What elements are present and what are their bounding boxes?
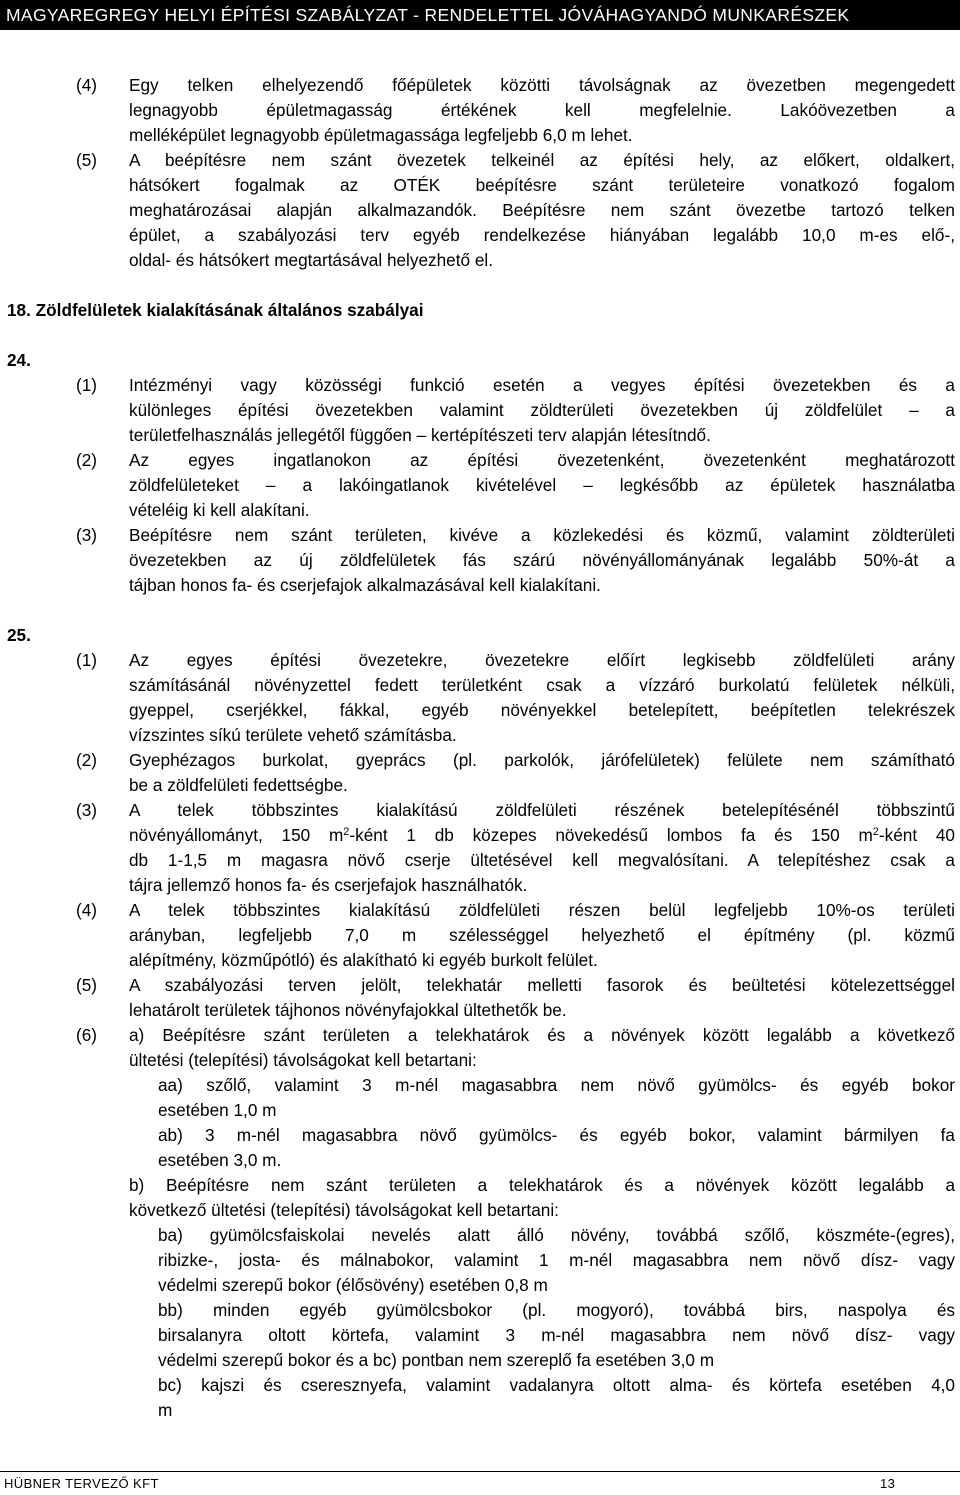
item-number: (3) xyxy=(76,800,98,820)
paragraph-line: vételéig ki kell alakítani. xyxy=(129,500,310,520)
paragraph-line: a) Beépítésre szánt területen a telekhatárok és a növények között legalább a következő xyxy=(129,1025,955,1045)
superscript: 2 xyxy=(872,826,879,838)
paragraph-line: arányban, legfeljebb 7,0 m szélességgel helyezhető el építmény (pl. közmű xyxy=(129,925,955,945)
footer-divider xyxy=(0,1471,960,1472)
paragraph-line-with-superscript xyxy=(129,823,955,848)
paragraph-line: A telek többszintes kialakítású zöldfelületi részen belül legfeljebb 10%-os területi xyxy=(129,900,955,920)
paragraph-line: tájra jellemző honos fa- és cserjefajok használhatók. xyxy=(129,875,528,895)
paragraph-line: meghatározásai alapján alkalmazandók. Beépítésre nem szánt övezetbe tartozó telken xyxy=(129,200,955,220)
page-number: 13 xyxy=(880,1476,896,1491)
paragraph-line: legnagyobb épületmagasság értékének kell megfelelnie. Lakóövezetben a xyxy=(129,100,955,120)
subitem-line: aa) szőlő, valamint 3 m-nél magasabbra nem növő gyümölcs- és egyéb bokor xyxy=(158,1075,955,1095)
paragraph-line: zöldfelületeket – a lakóingatlanok kivételével – legkésőbb az épületek használatba xyxy=(129,475,955,495)
paragraph-line: Egy telken elhelyezendő főépületek közötti távolságnak az övezetben megengedett xyxy=(129,75,955,95)
paragraph-label-24: 24. xyxy=(7,350,31,370)
paragraph-line: A telek többszintes kialakítású zöldfelületi részének betelepítésénél többszintű xyxy=(129,800,955,820)
item-number: (4) xyxy=(76,75,98,95)
paragraph-line: gyeppel, cserjékkel, fákkal, egyéb növényekkel betelepített, beépítetlen telekrészek xyxy=(129,700,955,720)
subitem-line: esetében 1,0 m xyxy=(158,1100,277,1120)
subitem-line: védelmi szerepű bokor és a bc) pontban nem szereplő fa esetében 3,0 m xyxy=(158,1350,715,1370)
paragraph-line: számításánál növényzettel fedett területként csak a vízzáró burkolatú felületek nélküli, xyxy=(129,675,955,695)
paragraph-line: következő ültetési (telepítési) távolságokat kell betartani: xyxy=(129,1200,559,1220)
paragraph-line: Az egyes ingatlanokon az építési övezetenként, övezetenként meghatározott xyxy=(129,450,955,470)
item-number: (5) xyxy=(76,975,98,995)
footer-company: HÜBNER TERVEZŐ KFT xyxy=(4,1476,159,1491)
paragraph-label-25: 25. xyxy=(7,625,31,645)
item-number: (2) xyxy=(76,750,98,770)
item-number: (1) xyxy=(76,650,98,670)
subitem-line: ab) 3 m-nél magasabbra növő gyümölcs- és egyéb bokor, valamint bármilyen fa xyxy=(158,1125,955,1145)
paragraph-line: melléképület legnagyobb épületmagassága legfeljebb 6,0 m lehet. xyxy=(129,125,633,145)
subitem-line: bb) minden egyéb gyümölcsbokor (pl. mogyoró), továbbá birs, naspolya és xyxy=(158,1300,955,1320)
item-number: (4) xyxy=(76,900,98,920)
paragraph-line: lehatárolt területek tájhonos növényfajokkal ültethetők be. xyxy=(129,1000,567,1020)
paragraph-line: A szabályozási terven jelölt, telekhatár melletti fasorok és beültetési kötelezettséggel xyxy=(129,975,955,995)
paragraph-line: területfelhasználás jellegétől függően – kertépítészeti terv alapján létesítndő. xyxy=(129,425,711,445)
paragraph-line: db 1-1,5 m magasra növő cserje ültetésével kell megvalósítani. A telepítéshez csak a xyxy=(129,850,955,870)
text-run: -ként 1 db közepes növekedésű lombos fa és 150 m xyxy=(349,825,873,845)
paragraph-line: alépítmény, közműpótló) és alakítható ki egyéb burkolt felület. xyxy=(129,950,598,970)
paragraph-line: különleges építési övezetekben valamint zöldterületi övezetekben új zöldfelület – a xyxy=(129,400,955,420)
paragraph-line: épület, a szabályozási terv egyéb rendelkezése hiányában legalább 10,0 m-es elő-, xyxy=(129,225,955,245)
item-number: (5) xyxy=(76,150,98,170)
paragraph-line: hátsókert fogalmak az OTÉK beépítésre szánt területeire vonatkozó fogalom xyxy=(129,175,955,195)
subitem-line: védelmi szerepű bokor (élősövény) esetében 0,8 m xyxy=(158,1275,548,1295)
paragraph-line: oldal- és hátsókert megtartásával helyezhető el. xyxy=(129,250,494,270)
paragraph-line: vízszintes síkú területe vehető számításba. xyxy=(129,725,457,745)
paragraph-line: övezetekben az új zöldfelületek fás szárú növényállományának legalább 50%-át a xyxy=(129,550,955,570)
item-number: (1) xyxy=(76,375,98,395)
subitem-line: birsalanyra oltott körtefa, valamint 3 m-nél magasabbra nem növő dísz- vagy xyxy=(158,1325,955,1345)
subitem-line: m xyxy=(158,1400,173,1420)
subitem-line: ribizke-, josta- és málnabokor, valamint 1 m-nél magasabbra nem növő dísz- vagy xyxy=(158,1250,955,1270)
subitem-line: esetében 3,0 m. xyxy=(158,1150,282,1170)
superscript: 2 xyxy=(343,826,350,838)
paragraph-line: b) Beépítésre nem szánt területen a telekhatárok és a növények között legalább a xyxy=(129,1175,955,1195)
subitem-line: ba) gyümölcsfaiskolai nevelés alatt álló növény, továbbá szőlő, köszméte-(egres), xyxy=(158,1225,955,1245)
paragraph-line: tájban honos fa- és cserjefajok alkalmazásával kell kialakítani. xyxy=(129,575,601,595)
paragraph-line: Az egyes építési övezetekre, övezetekre előírt legkisebb zöldfelületi arány xyxy=(129,650,955,670)
item-number: (3) xyxy=(76,525,98,545)
text-run: növényállományt, 150 m xyxy=(129,825,344,845)
paragraph-line: Beépítésre nem szánt területen, kivéve a közlekedési és közmű, valamint zöldterületi xyxy=(129,525,955,545)
paragraph-line: Gyephézagos burkolat, gyeprács (pl. parkolók, járófelületek) felülete nem számítható xyxy=(129,750,955,770)
paragraph-line: Intézményi vagy közösségi funkció esetén a vegyes építési övezetekben és a xyxy=(129,375,955,395)
paragraph-line: ültetési (telepítési) távolságokat kell betartani: xyxy=(129,1050,477,1070)
page-header: MAGYAREGREGY HELYI ÉPÍTÉSI SZABÁLYZAT - RENDELETTEL JÓVÁHAGYANDÓ MUNKARÉSZEK xyxy=(0,0,960,30)
paragraph-line: A beépítésre nem szánt övezetek telkeinél az építési hely, az előkert, oldalkert, xyxy=(129,150,955,170)
text-run: -ként 40 xyxy=(878,825,955,845)
paragraph-line: be a zöldfelületi fedettségbe. xyxy=(129,775,348,795)
item-number: (2) xyxy=(76,450,98,470)
item-number: (6) xyxy=(76,1025,98,1045)
subitem-line: bc) kajszi és cseresznyefa, valamint vadalanyra oltott alma- és körtefa esetében 4,0 xyxy=(158,1375,955,1395)
chapter-heading: 18. Zöldfelületek kialakításának általános szabályai xyxy=(7,300,424,320)
